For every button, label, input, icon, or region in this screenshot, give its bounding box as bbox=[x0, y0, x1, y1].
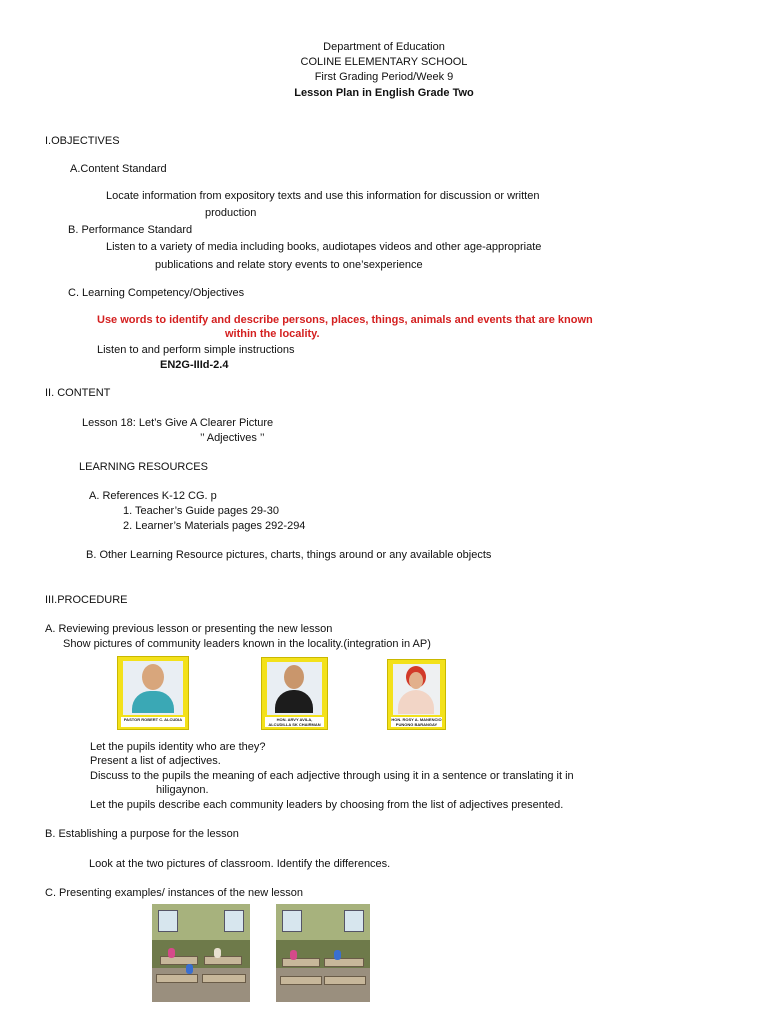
step-discuss: Discuss to the pupils the meaning of each adjective through using it in a sentence or translating it in bbox=[90, 770, 574, 782]
procedure-a-label: A. Reviewing previous lesson or presenting the new lesson bbox=[45, 623, 333, 635]
leader-photo-1 bbox=[117, 656, 189, 730]
header-school: COLINE ELEMENTARY SCHOOL bbox=[300, 56, 468, 68]
lesson-sub: ’’ Adjectives ’’ bbox=[200, 432, 265, 444]
performance-standard-label: B. Performance Standard bbox=[68, 224, 193, 236]
content-standard-label: A.Content Standard bbox=[70, 163, 167, 175]
lesson-plan-title: Lesson Plan in English Grade Two bbox=[294, 87, 474, 99]
performance-standard-line2: publications and relate story events to one’sexperience bbox=[155, 259, 423, 271]
lesson-line: Lesson 18: Let’s Give A Clearer Picture bbox=[82, 417, 274, 429]
leader-photo-2 bbox=[261, 657, 328, 730]
learners-materials: 2. Learner’s Materials pages 292-294 bbox=[123, 520, 306, 532]
content-heading: II. CONTENT bbox=[45, 387, 111, 399]
procedure-b-label: B. Establishing a purpose for the lesson bbox=[45, 828, 239, 840]
step-describe: Let the pupils describe each community leaders by choosing from the list of adjectives presented. bbox=[90, 799, 564, 811]
teachers-guide: 1. Teacher’s Guide pages 29-30 bbox=[123, 505, 279, 517]
classroom-photo-2 bbox=[276, 904, 370, 1002]
other-resources: B. Other Learning Resource pictures, charts, things around or any available objects bbox=[86, 549, 492, 561]
step-discuss-cont: hiligaynon. bbox=[156, 784, 209, 796]
header-department: Department of Education bbox=[323, 41, 445, 53]
competency-label: C. Learning Competency/Objectives bbox=[68, 287, 245, 299]
references-line: A. References K-12 CG. p bbox=[89, 490, 217, 502]
step-present-list: Present a list of adjectives. bbox=[90, 755, 221, 767]
leader-photo-2-caption: HON. ARVY AVILA, ALCUDILLA SK CHAIRMAN bbox=[265, 717, 324, 727]
competency-red-line1: Use words to identify and describe persons, places, things, animals and events that are known bbox=[97, 314, 593, 326]
resources-heading: LEARNING RESOURCES bbox=[79, 461, 208, 473]
procedure-a-line1: Show pictures of community leaders known in the locality.(integration in AP) bbox=[63, 638, 431, 650]
procedure-b-line1: Look at the two pictures of classroom. Identify the differences. bbox=[89, 858, 391, 870]
header-period: First Grading Period/Week 9 bbox=[314, 71, 454, 83]
content-standard-line2: production bbox=[205, 207, 257, 219]
competency-code: EN2G-IIId-2.4 bbox=[160, 359, 229, 371]
procedure-c-label: C. Presenting examples/ instances of the new lesson bbox=[45, 887, 304, 899]
content-standard-line1: Locate information from expository texts and use this information for discussion or written bbox=[106, 190, 540, 202]
step-identify: Let the pupils identity who are they? bbox=[90, 741, 266, 753]
performance-standard-line1: Listen to a variety of media including books, audiotapes videos and other age-appropriate bbox=[106, 241, 542, 253]
classroom-photo-1 bbox=[152, 904, 250, 1002]
leader-photo-3-caption: HON. ROSY A. MANENCIO PUNONG BARANGAY bbox=[391, 717, 442, 727]
procedure-heading: III.PROCEDURE bbox=[45, 594, 128, 606]
competency-red-line2: within the locality. bbox=[225, 328, 320, 340]
competency-line3: Listen to and perform simple instructions bbox=[97, 344, 295, 356]
objectives-heading: I.OBJECTIVES bbox=[45, 135, 120, 147]
leader-photo-3 bbox=[387, 659, 446, 730]
leader-photo-1-caption: PASTOR ROBERT C. ALCUDIA bbox=[121, 717, 185, 727]
